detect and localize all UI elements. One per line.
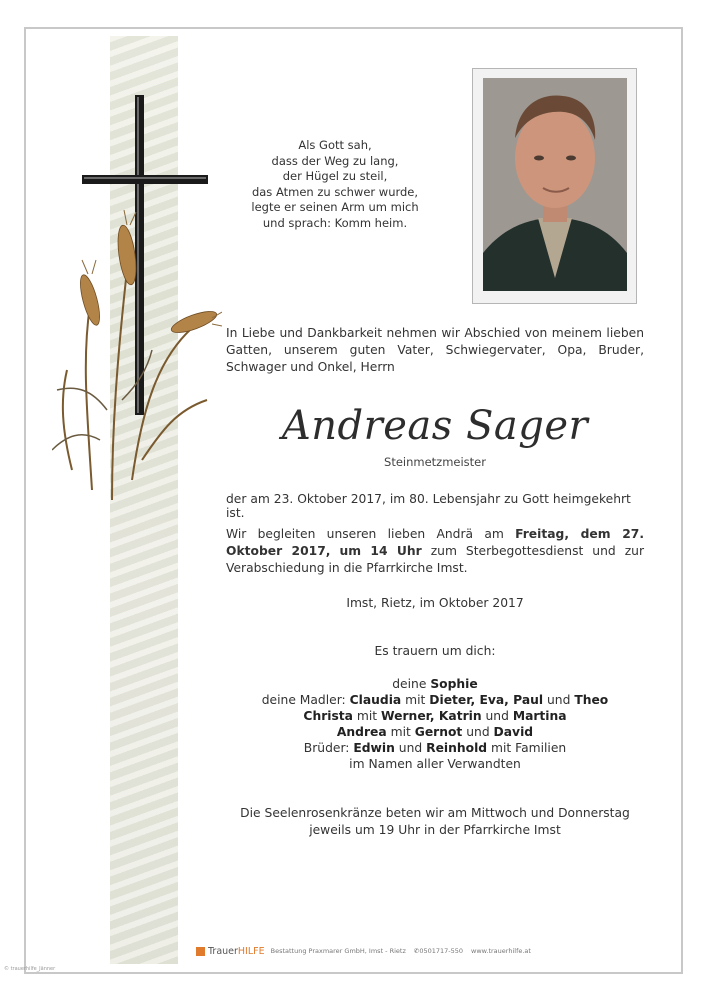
mourner-text: mit (352, 709, 382, 723)
deceased-name: Andreas Sager (281, 403, 589, 449)
poem-line: dass der Weg zu lang, (271, 153, 399, 168)
mourner-text: deine Madler: (261, 693, 350, 707)
footer (196, 944, 531, 958)
poem-line: legte er seinen Arm um mich (251, 200, 419, 214)
mourner-line (226, 724, 644, 740)
mourner-text: und (543, 693, 575, 707)
rosary-line: jeweils um 19 Uhr in der Pfarrkirche Imst (309, 823, 561, 837)
footer-website[interactable]: www.trauerhilfe.at (471, 947, 531, 955)
mourner-line (226, 708, 644, 724)
mourner-text: deine (392, 677, 431, 691)
poem-line: Als Gott sah, (298, 138, 372, 152)
footer-company: Bestattung Praxmarer GmbH, Imst - Rietz (270, 947, 406, 955)
place-date: Imst, Rietz, im Oktober 2017 (346, 596, 524, 610)
logo-icon (196, 947, 205, 956)
footer-phone: ✆0501717-550 (413, 947, 464, 955)
mourner-text: mit (386, 725, 415, 739)
mourner-text: mit (401, 693, 430, 707)
poem-line: und sprach: Komm heim. (262, 215, 408, 230)
wheat-icon (52, 210, 222, 510)
mourner-text: und (394, 741, 427, 755)
mourner-name: Claudia (349, 693, 402, 707)
mourner-name: Edwin (353, 741, 395, 755)
mourner-name: David (493, 725, 534, 739)
brand-name: Trauer (208, 945, 238, 957)
mourner-line (226, 740, 644, 756)
mourner-line (226, 676, 644, 692)
deceased-profession: Steinmetzmeister (384, 455, 486, 469)
funeral-text-rest: zum Sterbegottesdienst und zur Verabschiedung in die Pfarrkirche Imst. (226, 544, 644, 575)
portrait-photo (483, 78, 627, 291)
funeral-time: um 14 Uhr (339, 544, 422, 558)
mourner-name: Andrea (336, 725, 387, 739)
funeral-date: Freitag, dem 27. Oktober 2017, (226, 527, 645, 558)
rosary-notice (226, 805, 644, 839)
poem (220, 138, 450, 231)
mourner-text: mit Familien (487, 741, 567, 755)
mourner-name: Theo (574, 693, 609, 707)
copyright-note: © trauerhilfe_Jänner (4, 966, 56, 972)
mourner-line: im Namen aller Verwandten (349, 757, 521, 771)
intro-text: In Liebe und Dankbarkeit nehmen wir Abschied von meinem lieben Gatten, unserem guten Vater, Schwiegervater, Opa, Bruder, Schwager und Onkel, Herrn (226, 326, 644, 374)
poem-line: das Atmen zu schwer wurde, (251, 184, 419, 199)
poem-line: der Hügel zu steil, (282, 169, 388, 183)
funeral-text: Wir begleiten unseren lieben Andrä am (226, 527, 516, 541)
mourner-text: und (462, 725, 494, 739)
brand-name-highlight: HILFE (237, 945, 265, 957)
funeral-notice (226, 526, 644, 577)
mourners-intro: Es trauern um dich: (374, 644, 496, 658)
portrait-illustration (483, 78, 627, 291)
mourner-name: Sophie (430, 677, 478, 691)
mourner-text: Brüder: (303, 741, 354, 755)
brand-logo (208, 946, 265, 957)
mourner-name: Martina (512, 709, 567, 723)
rosary-line: Die Seelenrosenkränze beten wir am Mittwoch und Donnerstag (240, 806, 630, 820)
mourner-name: Gernot (414, 725, 463, 739)
mourner-name: Christa (303, 709, 353, 723)
mourner-name: Reinhold (426, 741, 488, 755)
mourner-name: Dieter, Eva, Paul (429, 693, 544, 707)
mourners-list (226, 676, 644, 772)
mourner-name: Werner, Katrin (381, 709, 482, 723)
death-notice: der am 23. Oktober 2017, im 80. Lebensjahr zu Gott heimgekehrt ist. (226, 492, 631, 520)
mourner-line (226, 692, 644, 708)
mourner-text: und (481, 709, 513, 723)
